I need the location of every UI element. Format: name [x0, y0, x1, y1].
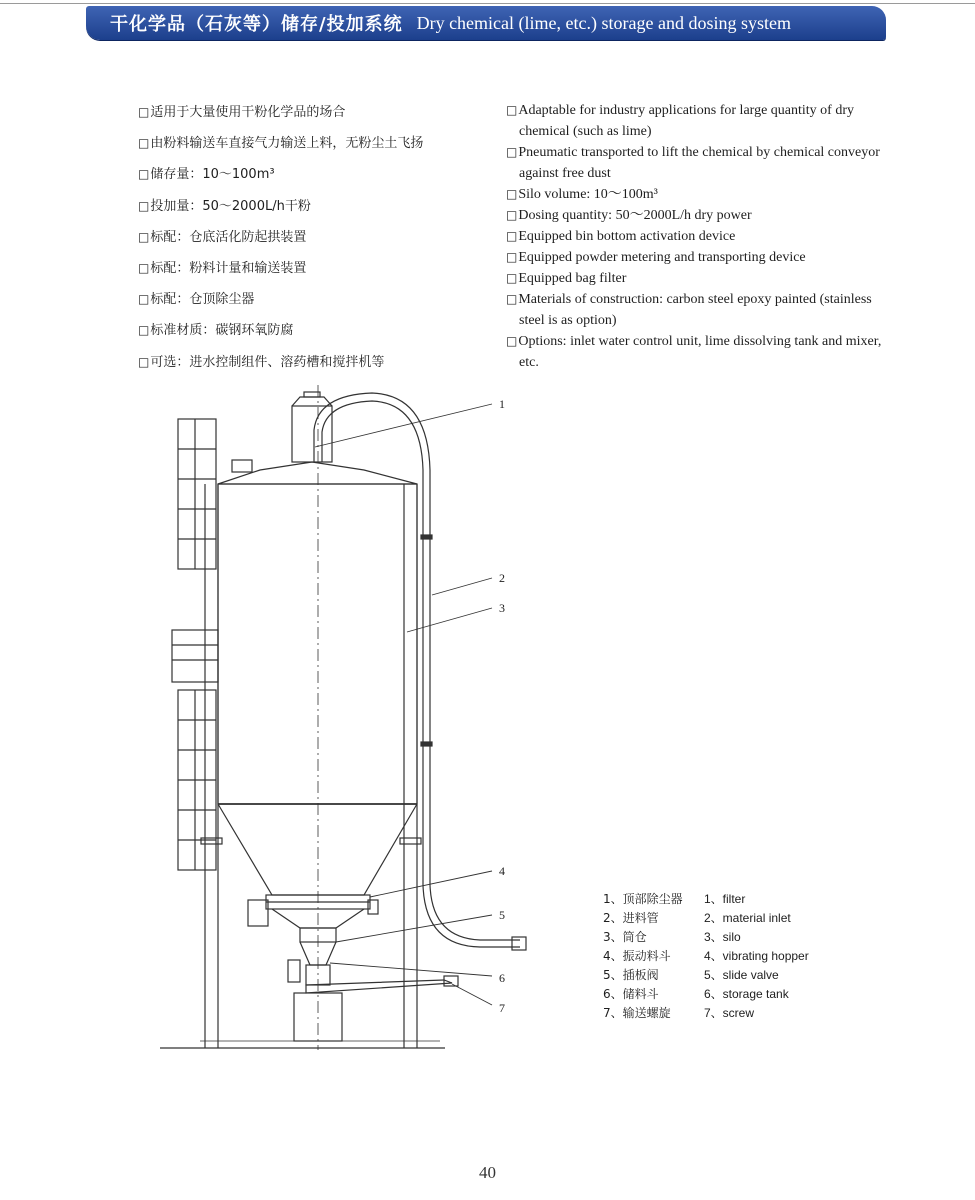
feature-en-item: □Dosing quantity: 50～2000L/h dry power: [506, 208, 752, 223]
legend-row: 1、顶部除尘器 1、filter: [603, 892, 746, 906]
feature-en-item: □Equipped powder metering and transporting device: [506, 250, 806, 265]
feature-en-item: □Equipped bin bottom activation device: [506, 229, 736, 244]
parts-legend: [603, 890, 809, 1023]
feature-cn-item: □储存量：10～100m³: [138, 167, 275, 183]
feature-cn-item: □可选：进水控制组件、溶药槽和搅拌机等: [138, 354, 385, 370]
checkbox-icon: □: [138, 229, 150, 244]
checkbox-icon: □: [138, 167, 150, 182]
vibrating-hopper: [248, 895, 378, 928]
checkbox-icon: □: [506, 208, 518, 222]
checkbox-icon: □: [506, 271, 518, 285]
callout-3: 3: [499, 601, 505, 615]
checkbox-icon: □: [138, 198, 150, 213]
title-cn: 干化学品（石灰等）储存/投加系统: [110, 14, 403, 35]
feature-list-cn: [138, 102, 423, 383]
feature-en-item: □Silo volume: 10～100m³: [506, 187, 658, 202]
checkbox-icon: □: [506, 334, 518, 348]
feature-cn-item: □标配：粉料计量和输送装置: [138, 260, 307, 276]
page-number: 40: [479, 1163, 496, 1182]
checkbox-icon: □: [138, 260, 150, 275]
checkbox-icon: □: [506, 145, 518, 159]
callout-5: 5: [499, 908, 505, 922]
legend-row: 5、插板阀 5、slide valve: [603, 968, 779, 982]
feature-en-item: □Options: inlet water control unit, lime dissolving tank and mixer, etc.: [506, 334, 882, 370]
checkbox-icon: □: [138, 354, 150, 369]
callout-4: 4: [499, 864, 505, 878]
feature-en-item: □Materials of construction: carbon steel epoxy painted (stainless steel is as option): [506, 292, 872, 328]
access-ladder: [172, 419, 218, 870]
silo-body: [218, 484, 417, 804]
checkbox-icon: □: [138, 105, 150, 119]
legend-row: 4、振动料斗 4、vibrating hopper: [603, 949, 809, 963]
feature-en-item: □Equipped bag filter: [506, 271, 627, 286]
checkbox-icon: □: [138, 292, 150, 307]
checkbox-icon: □: [138, 323, 150, 338]
callout-2: 2: [499, 571, 505, 585]
callout-6: 6: [499, 971, 505, 985]
callout-7: 7: [499, 1001, 505, 1015]
legend-row: 3、筒仓 3、silo: [603, 930, 741, 944]
callout-numbers: [499, 397, 505, 1015]
silo-roof: [218, 462, 417, 484]
legend-row: 2、进料管 2、material inlet: [603, 911, 791, 925]
checkbox-icon: □: [506, 103, 518, 117]
legend-row: 6、储料斗 6、storage tank: [603, 987, 789, 1001]
checkbox-icon: □: [506, 187, 518, 201]
title-banner: [86, 6, 886, 40]
feature-cn-item: □标配：仓顶除尘器: [138, 292, 255, 308]
checkbox-icon: □: [506, 250, 518, 264]
legend-row: 7、输送螺旋 7、screw: [603, 1006, 755, 1020]
feature-en-item: □Adaptable for industry applications for large quantity of dry chemical (such as lime): [506, 103, 854, 139]
feature-cn-item: □标配：仓底活化防起拱装置: [138, 229, 307, 245]
feature-en-item: □Pneumatic transported to lift the chemical by chemical conveyor against free dust: [506, 145, 880, 181]
title-en: Dry chemical (lime, etc.) storage and dosing system: [416, 12, 791, 33]
feature-cn-item: □标准材质：碳钢环氧防腐: [138, 323, 294, 339]
feature-cn-item: □由粉料输送车直接气力输送上料，无粉尘土飞扬: [138, 136, 424, 152]
checkbox-icon: □: [506, 229, 518, 243]
silo-cone: [218, 804, 417, 895]
screw-conveyor: [306, 976, 458, 993]
silo-system-drawing: [150, 385, 550, 1055]
checkbox-icon: □: [138, 136, 150, 151]
feature-list-en: [506, 100, 899, 373]
feature-cn-item: □适用于大量使用干粉化学品的场合: [138, 105, 346, 120]
feature-cn-item: □投加量：50～2000L/h干粉: [138, 198, 311, 214]
callout-1: 1: [499, 397, 505, 411]
top-filter: [232, 392, 332, 472]
top-rule: [0, 3, 975, 4]
checkbox-icon: □: [506, 292, 518, 306]
